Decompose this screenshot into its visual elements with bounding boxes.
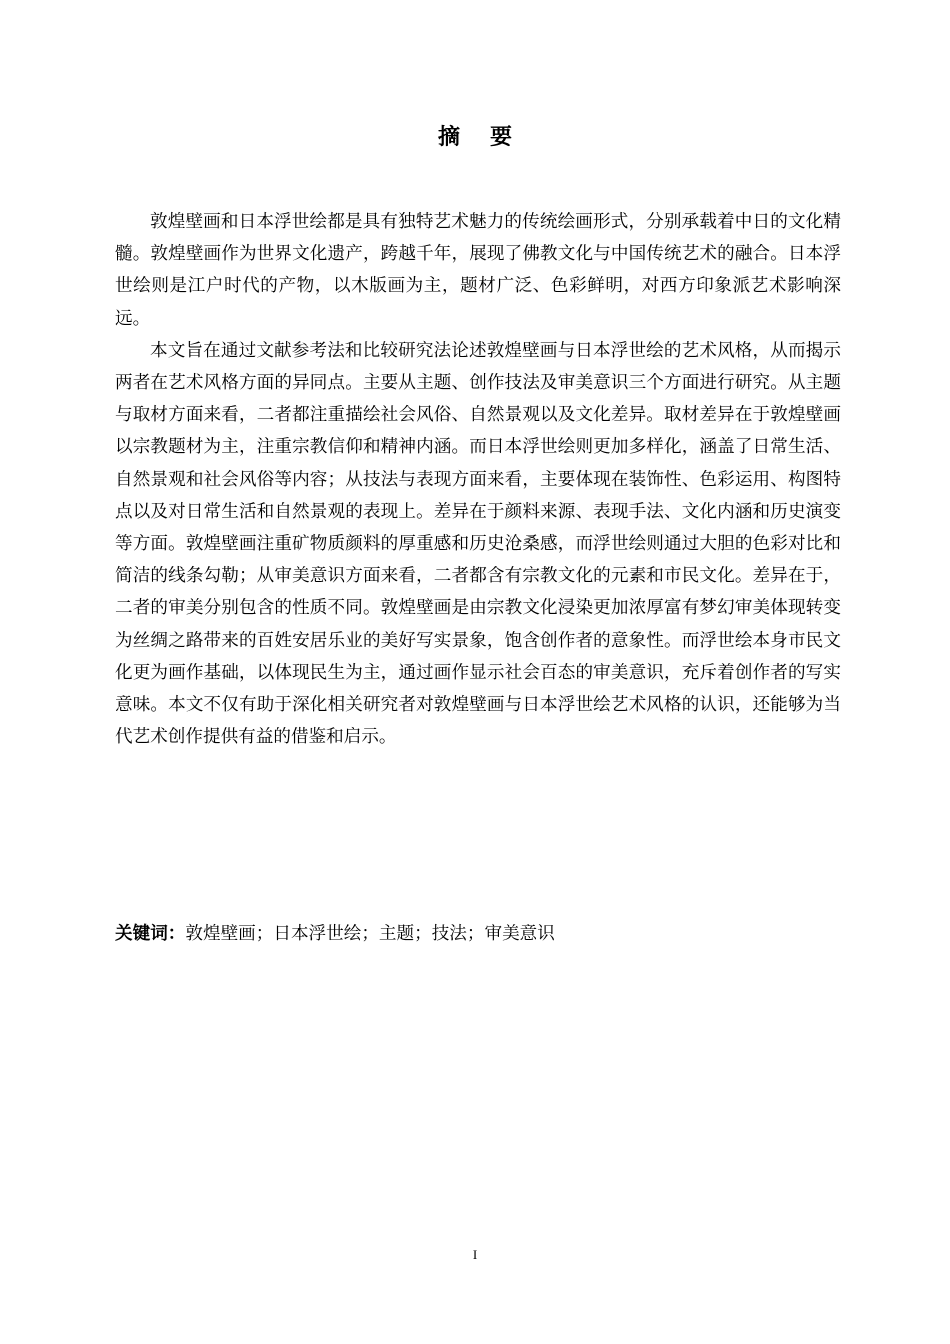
abstract-paragraph-1: 敦煌壁画和日本浮世绘都是具有独特艺术魅力的传统绘画形式，分别承载着中日的文化精髓。敦煌壁画作为世界文化遗产，跨越千年，展现了佛教文化与中国传统艺术的融合。日本浮世绘则是江户时代的产物，以木版画为主，题材广泛、色彩鲜明，对西方印象派艺术影响深远。 <box>115 212 841 329</box>
keywords-label: 关键词： <box>115 924 186 944</box>
abstract-body <box>115 206 841 753</box>
page-title: 摘要 <box>437 125 542 150</box>
keywords-line <box>115 918 841 950</box>
page-number: I <box>472 1247 478 1262</box>
keywords-list: 敦煌壁画；日本浮世绘；主题；技法；审美意识 <box>185 924 555 944</box>
abstract-paragraph-2: 本文旨在通过文献参考法和比较研究法论述敦煌壁画与日本浮世绘的艺术风格，从而揭示两者在艺术风格方面的异同点。主要从主题、创作技法及审美意识三个方面进行研究。从主题与取材方面来看，二者都注重描绘社会风俗、自然景观以及文化差异。取材差异在于敦煌壁画以宗教题材为主，注重宗教信仰和精神内涵。而日本浮世绘则更加多样化，涵盖了日常生活、自然景观和社会风俗等内容；从技法与表现方面来看，主要体现在装饰性、色彩运用、构图特点以及对日常生活和自然景观的表现上。差异在于颜料来源、表现手法、文化内涵和历史演变等方面。敦煌壁画注重矿物质颜料的厚重感和历史沧桑感，而浮世绘则通过大胆的色彩对比和简洁的线条勾勒；从审美意识方面来看，二者都含有宗教文化的元素和市民文化。差异在于，二者的审美分别包含的性质不同。敦煌壁画是由宗教文化浸染更加浓厚富有梦幻审美体现转变为丝绸之路带来的百姓安居乐业的美好写实景象，饱含创作者的意象性。而浮世绘本身市民文化更为画作基础，以体现民生为主，通过画作显示社会百态的审美意识，充斥着创作者的写实意味。本文不仅有助于深化相关研究者对敦煌壁画与日本浮世绘艺术风格的认识，还能够为当代艺术创作提供有益的借鉴和启示。 <box>115 340 841 748</box>
